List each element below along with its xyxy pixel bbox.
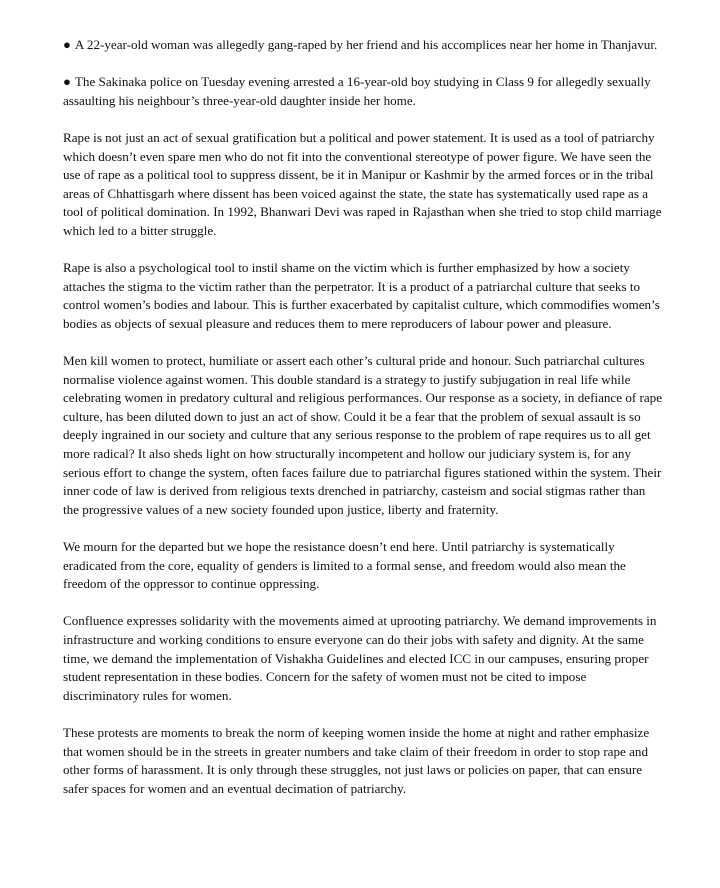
body-paragraph: Men kill women to protect, humiliate or assert each other’s cultural pride and honour. Such patriarchal cultures normalise violence against women. This double standard is a strategy to justify subjugation in real life while celebrating women in predatory cultural and religious performances. Our response as a society, in defiance of rape culture, has been diluted down to just an act of show. Could it be a fear that the problem of sexual assault is so deeply ingrained in our society and culture that any serious response to the problem of rape requires us to all get more radical? It also sheds light on how structurally incompetent and hollow our judiciary system is, for any serious effort to change the system, often faces failure due to patriarchal figures stationed within the system. Their inner code of law is derived from religious texts drenched in patriarchy, casteism and social stigmas rather than the progressive values of a new society founded upon justice, liberty and fraternity. [63,353,663,517]
bullet-text: The Sakinaka police on Tuesday evening arrested a 16-year-old boy studying in Class 9 for allegedly sexually assaulting his neighbour’s three-year-old daughter inside her home. [63,74,651,108]
document-page [63,36,663,817]
body-paragraph: Rape is also a psychological tool to instil shame on the victim which is further emphasized by how a society attaches the stigma to the victim rather than the perpetrator. It is a product of a patriarchal culture that seeks to control women’s bodies and labour. This is further exacerbated by capitalist culture, which commodifies women’s bodies as objects of sexual pleasure and reduces them to mere reproducers of labour power and pleasure. [63,260,660,331]
body-paragraph: We mourn for the departed but we hope the resistance doesn’t end here. Until patriarchy is systematically eradicated from the core, equality of genders is limited to a formal sense, and freedom would also mean the freedom of the oppressor to continue oppressing. [63,539,626,592]
body-paragraph: These protests are moments to break the norm of keeping women inside the home at night and rather emphasize that women should be in the streets in greater numbers and take claim of their freedom in order to stop rape and other forms of harassment. It is only through these struggles, not just laws or policies on paper, that can ensure safer spaces for women and an eventual decimation of patriarchy. [63,724,650,796]
body-paragraph: Confluence expresses solidarity with the movements aimed at uprooting patriarchy. We demand improvements in infrastructure and working conditions to ensure everyone can do their jobs with safety and dignity. At the same time, we demand the implementation of Vishakha Guidelines and elected ICC in our campuses, ensuring proper student representation in these bodies. Concern for the safety of women must not be cited to impose discriminatory rules for women. [63,613,657,703]
bullet-dot-icon: ● [63,74,71,90]
bullet-item [63,73,663,110]
bullet-item [63,36,663,55]
bullet-dot-icon: ● [63,37,71,52]
bullet-text: A 22-year-old woman was allegedly gang-raped by her friend and his accomplices near her home in Thanjavur. [74,37,658,52]
body-paragraph: Rape is not just an act of sexual gratification but a political and power statement. It is used as a tool of patriarchy which doesn’t even spare men who do not fit into the conventional stereotype of power figure. We have seen the use of rape as a political tool to suppress dissent, be it in Manipur or Kashmir by the armed forces or in the tribal areas of Chhattisgarh where dissent has been voiced against the state, the state has systematically used rape as a tool of political domination. In 1992, Bhanwari Devi was raped in Rajasthan when she tried to stop child marriage which led to a bitter struggle. [63,129,662,238]
